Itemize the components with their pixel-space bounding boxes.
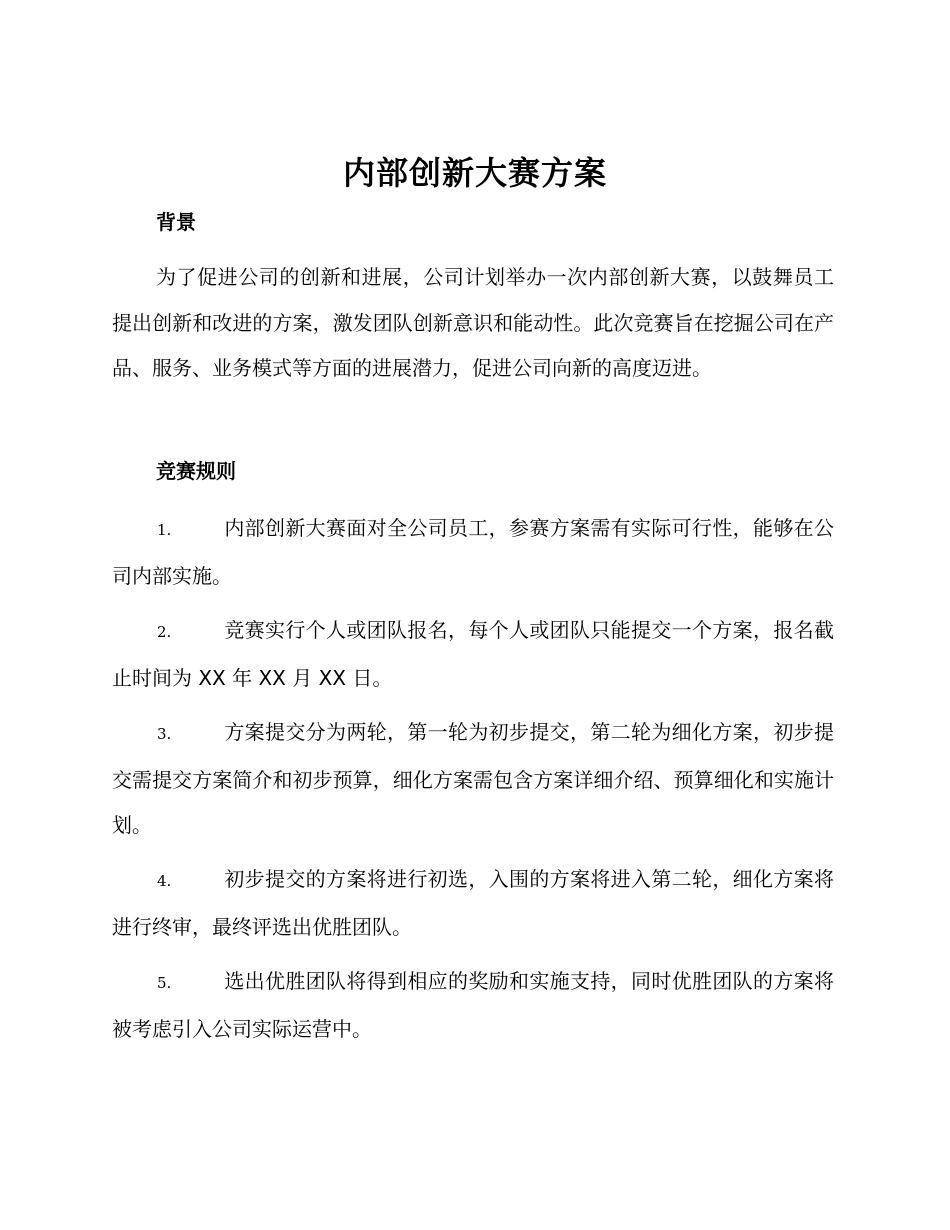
rule-item-number: 1. [157, 521, 172, 539]
rule-item [112, 506, 834, 599]
rule-item-number: 2. [157, 623, 172, 641]
rule-item-text: 内部创新大赛面对全公司员工，参赛方案需有实际可行性，能够在公司内部实施。 [112, 516, 834, 588]
section-heading-background: 背景 [156, 210, 196, 234]
rule-item [112, 857, 834, 950]
rule-item [112, 710, 834, 849]
rule-item [112, 608, 834, 701]
rule-item-number: 5. [157, 974, 172, 992]
section-heading-rules: 竞赛规则 [156, 459, 236, 483]
rule-item [112, 959, 834, 1052]
background-paragraph: 为了促进公司的创新和进展，公司计划举办一次内部创新大赛，以鼓舞员工提出创新和改进的方案，激发团队创新意识和能动性。此次竞赛旨在挖掘公司在产品、服务、业务模式等方面的进展潜力，促进公司向新的高度迈进。 [112, 265, 834, 380]
rule-item-text: 选出优胜团队将得到相应的奖励和实施支持，同时优胜团队的方案将被考虑引入公司实际运营中。 [112, 969, 834, 1041]
rule-item-number: 4. [157, 872, 172, 890]
rule-item-number: 3. [157, 725, 172, 743]
rule-item-text: 初步提交的方案将进行初选，入围的方案将进入第二轮，细化方案将进行终审，最终评选出优胜团队。 [112, 867, 834, 939]
rule-item-text: 方案提交分为两轮，第一轮为初步提交，第二轮为细化方案，初步提交需提交方案简介和初步预算，细化方案需包含方案详细介绍、预算细化和实施计划。 [112, 720, 834, 837]
rule-item-text: 竞赛实行个人或团队报名，每个人或团队只能提交一个方案，报名截止时间为 XX 年 XX 月 XX 日。 [112, 618, 834, 690]
document-title: 内部创新大赛方案 [342, 154, 607, 192]
